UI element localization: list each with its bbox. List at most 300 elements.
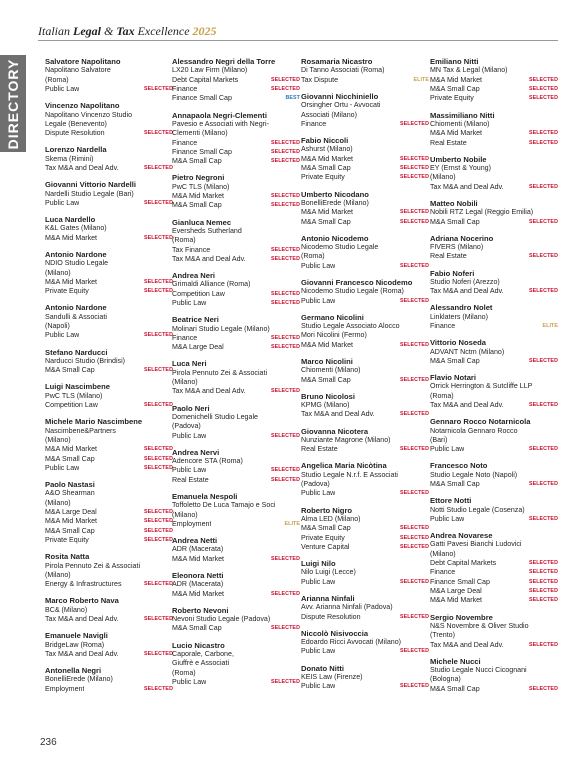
practice-area: Private Equity <box>301 173 345 182</box>
firm-line <box>430 666 558 675</box>
ranking-badge: SELECTED <box>270 255 300 262</box>
firm-line <box>301 252 429 261</box>
ranking-badge: SELECTED <box>399 218 429 225</box>
lawyer-name: Giovanni Nicchiniello <box>301 91 379 101</box>
practice-row <box>301 613 429 622</box>
directory-entry <box>45 250 173 297</box>
ranking-badge: SELECTED <box>528 685 558 692</box>
practice-row <box>430 252 558 261</box>
directory-entry <box>430 613 558 650</box>
directory-entry <box>172 218 300 265</box>
ranking-badge: SELECTED <box>143 446 173 453</box>
firm-name: Chiomenti (Milano) <box>301 366 361 375</box>
directory-entry <box>301 313 429 350</box>
firm-line <box>430 313 558 322</box>
firm-line <box>45 489 173 498</box>
practice-row <box>45 129 173 138</box>
ranking-badge: SELECTED <box>270 467 300 474</box>
lawyer-name: Germano Nicolini <box>301 312 364 322</box>
directory-entry <box>45 180 173 208</box>
practice-area: Finance Small Cap <box>430 577 490 586</box>
practice-row <box>172 387 300 396</box>
practice-row <box>45 234 173 243</box>
firm-name: Gatti Pavesi Bianchi Ludovici <box>430 540 522 549</box>
firm-name: (Roma) <box>430 391 454 400</box>
firm-line <box>430 66 558 75</box>
practice-area: Tax M&A and Deal Adv. <box>45 615 119 624</box>
header-year: 2025 <box>192 24 217 38</box>
ranking-badge: SELECTED <box>143 616 173 623</box>
firm-name: (Milano) <box>430 549 456 558</box>
firm-name: Narducci Studio (Brindisi) <box>45 356 126 365</box>
practice-area: Tax M&A and Deal Adv. <box>45 164 119 173</box>
practice-row <box>45 199 173 208</box>
firm-line <box>172 369 300 378</box>
firm-line <box>430 243 558 252</box>
firm-line <box>172 457 300 466</box>
firm-name: PwC TLS (Milano) <box>172 182 230 191</box>
practice-area: Competition Law <box>172 289 225 298</box>
firm-line <box>301 515 429 524</box>
ranking-badge: SELECTED <box>143 527 173 534</box>
firm-line <box>172 659 300 668</box>
firm-line <box>172 501 300 510</box>
firm-name: BonelliErede (Milano) <box>301 198 369 207</box>
practice-row <box>430 515 558 524</box>
firm-line <box>301 287 429 296</box>
header-amp: & <box>104 24 114 38</box>
firm-name: Nardelli Studio Legale (Bari) <box>45 189 134 198</box>
practice-row <box>430 587 558 596</box>
practice-area: M&A Mid Market <box>45 277 98 286</box>
firm-name: Toffoletto De Luca Tamajo e Soci <box>172 501 276 510</box>
ranking-badge: SELECTED <box>143 165 173 172</box>
ranking-badge: SELECTED <box>399 490 429 497</box>
practice-area: Finance <box>430 568 456 577</box>
firm-name: Studio Legale Noto (Napoli) <box>430 470 518 479</box>
practice-row <box>45 331 173 340</box>
practice-area: Public Law <box>45 85 80 94</box>
lawyer-name: Ettore Notti <box>430 496 472 506</box>
directory-entry <box>301 427 429 455</box>
practice-row <box>172 201 300 210</box>
practice-row <box>172 432 300 441</box>
firm-name: (Milano) <box>45 268 71 277</box>
practice-area: Real Estate <box>301 445 338 454</box>
lawyer-name: Salvatore Napolitano <box>45 57 121 66</box>
directory-column-3 <box>301 57 429 698</box>
firm-name: (Trento) <box>430 631 455 640</box>
ranking-badge: SELECTED <box>399 411 429 418</box>
firm-name: KPMG (Milano) <box>301 401 350 410</box>
ranking-badge: SELECTED <box>528 218 558 225</box>
directory-entry <box>172 448 300 485</box>
practice-row <box>172 76 300 85</box>
firm-name: Domenichelli Studio Legale <box>172 412 258 421</box>
ranking-badge: SELECTED <box>270 246 300 253</box>
practice-row <box>45 287 173 296</box>
firm-name: ADR (Macerata) <box>172 580 224 589</box>
directory-entry <box>172 492 300 529</box>
firm-line <box>172 511 300 520</box>
ranking-badge: SELECTED <box>143 367 173 374</box>
publication-header <box>38 24 217 39</box>
firm-name: Nicodemo Studio Legale <box>301 243 379 252</box>
firm-name: MN Tax & Legal (Milano) <box>430 66 508 75</box>
directory-column-1 <box>45 57 173 701</box>
ranking-badge: SELECTED <box>270 202 300 209</box>
firm-name: Nobili RTZ Legal (Reggio Emilia) <box>430 208 534 217</box>
practice-row <box>172 476 300 485</box>
directory-entry <box>430 303 558 331</box>
practice-area: M&A Small Cap <box>430 217 480 226</box>
directory-entry <box>45 215 173 243</box>
firm-line <box>301 480 429 489</box>
lawyer-name: Flavio Notari <box>430 373 476 382</box>
firm-line <box>172 669 300 678</box>
practice-row <box>45 685 173 694</box>
practice-area: M&A Mid Market <box>430 596 483 605</box>
lawyer-name: Annapaola Negri-Clementi <box>172 110 267 120</box>
ranking-badge: SELECTED <box>270 344 300 351</box>
lawyer-name: Roberto Nevoni <box>172 605 229 615</box>
lawyer-name: Lorenzo Nardella <box>45 145 107 155</box>
header-italian: Italian <box>38 24 70 38</box>
firm-line <box>430 208 558 217</box>
practice-area: Employment <box>172 519 212 528</box>
firm-name: Orsingher Ortu - Avvocati <box>301 101 381 110</box>
firm-name: (Milano) <box>430 173 456 182</box>
practice-area: Public Law <box>430 514 465 523</box>
firm-name: Notarnicola Gennaro Rocco <box>430 426 518 435</box>
practice-area: Real Estate <box>172 475 209 484</box>
practice-row <box>301 218 429 227</box>
lawyer-name: Marco Nicolini <box>301 356 353 366</box>
firm-name: Napolitano Salvatore <box>45 66 111 75</box>
practice-area: Public Law <box>301 296 336 305</box>
lawyer-name: Paolo Neri <box>172 403 210 413</box>
practice-area: M&A Small Cap <box>301 375 351 384</box>
directory-entry <box>45 57 173 94</box>
practice-area: Public Law <box>172 677 207 686</box>
ranking-badge: SELECTED <box>528 446 558 453</box>
practice-row <box>301 155 429 164</box>
practice-area: M&A Mid Market <box>172 589 225 598</box>
practice-area: Private Equity <box>45 287 89 296</box>
practice-area: M&A Small Cap <box>301 164 351 173</box>
directory-entry <box>45 348 173 376</box>
practice-row <box>45 278 173 287</box>
firm-name: BonelliErede (Milano) <box>45 675 113 684</box>
ranking-badge: ELITE <box>284 520 300 527</box>
header-rule <box>38 40 558 41</box>
practice-area: Finance <box>430 322 456 331</box>
firm-name: ADR (Macerata) <box>172 545 224 554</box>
lawyer-name: Andrea Neri <box>172 271 216 281</box>
firm-line <box>45 111 173 120</box>
practice-area: Tax Finance <box>172 245 211 254</box>
firm-name: Mori Nicolini (Fermo) <box>301 331 367 340</box>
directory-entry <box>430 234 558 262</box>
firm-name: (Milano) <box>45 435 71 444</box>
lawyer-name: Marco Roberto Nava <box>45 596 119 606</box>
firm-line <box>301 436 429 445</box>
practice-row <box>430 596 558 605</box>
firm-line <box>301 111 429 120</box>
practice-row <box>430 568 558 577</box>
firm-line <box>172 280 300 289</box>
lawyer-name: Andrea Netti <box>172 536 218 546</box>
lawyer-name: Luca Neri <box>172 359 207 369</box>
directory-entry <box>301 506 429 553</box>
directory-entry <box>172 111 300 167</box>
directory-entry <box>301 57 429 85</box>
lawyer-name: Pietro Negroni <box>172 173 225 183</box>
firm-name: Alma LED (Milano) <box>301 514 361 523</box>
ranking-badge: SELECTED <box>143 581 173 588</box>
practice-area: Finance <box>301 119 327 128</box>
firm-name: Napolitano Vincenzo Studio <box>45 110 133 119</box>
firm-line <box>301 638 429 647</box>
practice-area: M&A Mid Market <box>301 208 354 217</box>
practice-area: Public Law <box>45 463 80 472</box>
practice-row <box>45 508 173 517</box>
lawyer-name: Sergio Novembre <box>430 612 493 622</box>
practice-area: Private Equity <box>430 94 474 103</box>
firm-name: Studio Noferi (Arezzo) <box>430 277 500 286</box>
practice-row <box>301 534 429 543</box>
directory-entry <box>45 417 173 473</box>
ranking-badge: SELECTED <box>528 560 558 567</box>
firm-line <box>301 568 429 577</box>
ranking-badge: SELECTED <box>143 332 173 339</box>
ranking-badge: SELECTED <box>270 290 300 297</box>
practice-row <box>45 164 173 173</box>
practice-row <box>301 578 429 587</box>
directory-entry <box>430 269 558 297</box>
ranking-badge: SELECTED <box>270 193 300 200</box>
practice-row <box>301 410 429 419</box>
firm-line <box>172 580 300 589</box>
firm-name: Adencore STA (Roma) <box>172 457 243 466</box>
practice-area: Debt Capital Markets <box>430 559 497 568</box>
practice-area: M&A Small Cap <box>430 480 480 489</box>
practice-area: Public Law <box>172 466 207 475</box>
practice-area: Tax M&A and Deal Adv. <box>172 254 246 263</box>
firm-line <box>45 499 173 508</box>
firm-line <box>430 427 558 436</box>
directory-entry <box>301 664 429 692</box>
lawyer-name: Emiliano Nitti <box>430 57 479 66</box>
practice-row <box>172 255 300 264</box>
firm-name: Grimaldi Alliance (Roma) <box>172 280 251 289</box>
firm-line <box>45 392 173 401</box>
lawyer-name: Massimiliano Nitti <box>430 110 495 120</box>
ranking-badge: SELECTED <box>143 130 173 137</box>
lawyer-name: Fabio Niccoli <box>301 136 349 145</box>
firm-line <box>45 66 173 75</box>
directory-entry <box>430 657 558 694</box>
directory-entry <box>301 629 429 657</box>
lawyer-name: Luigi Nilo <box>301 559 336 569</box>
firm-name: (Milano) <box>172 378 198 387</box>
ranking-badge: SELECTED <box>399 446 429 453</box>
header-tax: Tax <box>116 24 135 38</box>
practice-row <box>45 455 173 464</box>
lawyer-name: Giovanni Francesco Nicodemo <box>301 277 413 287</box>
practice-row <box>45 615 173 624</box>
lawyer-name: Stefano Narducci <box>45 347 108 357</box>
practice-row <box>301 297 429 306</box>
firm-line <box>430 631 558 640</box>
practice-area: M&A Mid Market <box>172 192 225 201</box>
ranking-badge: SELECTED <box>143 537 173 544</box>
firm-line <box>301 331 429 340</box>
firm-line <box>430 173 558 182</box>
directory-entry <box>172 606 300 634</box>
firm-line <box>172 413 300 422</box>
lawyer-name: Antonio Nardone <box>45 249 107 259</box>
practice-area: Private Equity <box>301 533 345 542</box>
practice-row <box>45 527 173 536</box>
practice-row <box>301 164 429 173</box>
firm-name: (Roma) <box>45 75 69 84</box>
lawyer-name: Niccolò Nisivoccia <box>301 628 369 638</box>
practice-area: Public Law <box>301 489 336 498</box>
firm-name: Studio Legale Nucci Cicognani <box>430 666 527 675</box>
practice-area: M&A Mid Market <box>172 554 225 563</box>
ranking-badge: SELECTED <box>528 515 558 522</box>
lawyer-name: Alessandro Negri della Torre <box>172 57 276 66</box>
practice-row <box>301 543 429 552</box>
practice-row <box>430 445 558 454</box>
ranking-badge: SELECTED <box>399 120 429 127</box>
practice-area: Public Law <box>45 198 80 207</box>
firm-line <box>45 357 173 366</box>
directory-entry <box>45 552 173 589</box>
firm-name: Linklaters (Milano) <box>430 312 488 321</box>
practice-row <box>301 120 429 129</box>
directory-entry <box>430 111 558 148</box>
practice-row <box>430 85 558 94</box>
firm-name: (Milano) <box>172 510 198 519</box>
practice-area: M&A Small Cap <box>45 366 95 375</box>
firm-name: KEIS Law (Firenze) <box>301 672 363 681</box>
ranking-badge: SELECTED <box>528 569 558 576</box>
practice-area: Dispute Resolution <box>301 612 361 621</box>
ranking-badge: SELECTED <box>143 234 173 241</box>
directory-entry <box>301 559 429 587</box>
practice-area: Private Equity <box>45 536 89 545</box>
directory-entry <box>45 631 173 659</box>
firm-line <box>45 190 173 199</box>
practice-area: Employment <box>45 684 85 693</box>
firm-name: Avv. Arianna Ninfali (Padova) <box>301 603 393 612</box>
firm-line <box>301 145 429 154</box>
practice-row <box>430 480 558 489</box>
firm-line <box>430 164 558 173</box>
ranking-badge: SELECTED <box>528 183 558 190</box>
practice-row <box>172 94 300 103</box>
firm-line <box>430 506 558 515</box>
directory-entry <box>172 404 300 441</box>
practice-area: Public Law <box>301 682 336 691</box>
firm-name: Nilo Luigi (Lecce) <box>301 568 356 577</box>
directory-entry <box>172 571 300 599</box>
ranking-badge: BEST <box>285 95 300 102</box>
directory-entry <box>301 136 429 183</box>
practice-row <box>301 445 429 454</box>
practice-area: Real Estate <box>430 138 467 147</box>
firm-name: ADVANT Nctm (Milano) <box>430 347 505 356</box>
practice-row <box>301 341 429 350</box>
lawyer-name: Umberto Nobile <box>430 154 487 164</box>
directory-entry <box>301 357 429 385</box>
lawyer-name: Andrea Novarese <box>430 531 493 540</box>
lawyer-name: Roberto Nigro <box>301 505 353 515</box>
directory-entry <box>172 315 300 352</box>
ranking-badge: SELECTED <box>528 578 558 585</box>
ranking-badge: SELECTED <box>143 518 173 525</box>
ranking-badge: SELECTED <box>528 253 558 260</box>
firm-line <box>172 378 300 387</box>
practice-row <box>172 148 300 157</box>
directory-entry <box>45 382 173 410</box>
practice-area: Public Law <box>172 299 207 308</box>
firm-line <box>430 622 558 631</box>
firm-line <box>301 243 429 252</box>
firm-line <box>301 322 429 331</box>
practice-area: M&A Mid Market <box>430 129 483 138</box>
firm-line <box>172 236 300 245</box>
practice-area: M&A Mid Market <box>430 75 483 84</box>
firm-name: Sandulli & Associati <box>45 312 107 321</box>
practice-row <box>45 445 173 454</box>
firm-line <box>430 278 558 287</box>
practice-row <box>45 85 173 94</box>
lawyer-name: Donato Nitti <box>301 663 345 673</box>
practice-row <box>45 401 173 410</box>
practice-row <box>430 139 558 148</box>
lawyer-name: Giovanna Nicotera <box>301 426 369 436</box>
ranking-badge: SELECTED <box>528 288 558 295</box>
firm-name: (Roma) <box>301 252 325 261</box>
practice-row <box>301 376 429 385</box>
firm-name: Chiomenti (Milano) <box>430 119 490 128</box>
lawyer-name: Umberto Nicodano <box>301 189 369 199</box>
firm-line <box>172 615 300 624</box>
firm-line <box>301 101 429 110</box>
firm-name: BC& (Milano) <box>45 605 88 614</box>
firm-line <box>45 155 173 164</box>
firm-name: BridgeLaw (Roma) <box>45 640 105 649</box>
directory-column-2 <box>172 57 300 694</box>
firm-name: Nascimbene&Partners <box>45 426 116 435</box>
practice-area: Tax M&A and Deal Adv. <box>430 182 504 191</box>
firm-name: PwC TLS (Milano) <box>45 391 103 400</box>
practice-row <box>301 76 429 85</box>
firm-line <box>172 129 300 138</box>
firm-name: Studio Legale N.r.f. E Associati <box>301 470 399 479</box>
directory-side-tab <box>0 55 26 152</box>
ranking-badge: SELECTED <box>399 341 429 348</box>
firm-line <box>301 199 429 208</box>
lawyer-name: Luigi Nascimbene <box>45 382 110 392</box>
ranking-badge: SELECTED <box>270 76 300 83</box>
ranking-badge: SELECTED <box>143 455 173 462</box>
firm-line <box>45 120 173 129</box>
firm-line <box>301 401 429 410</box>
